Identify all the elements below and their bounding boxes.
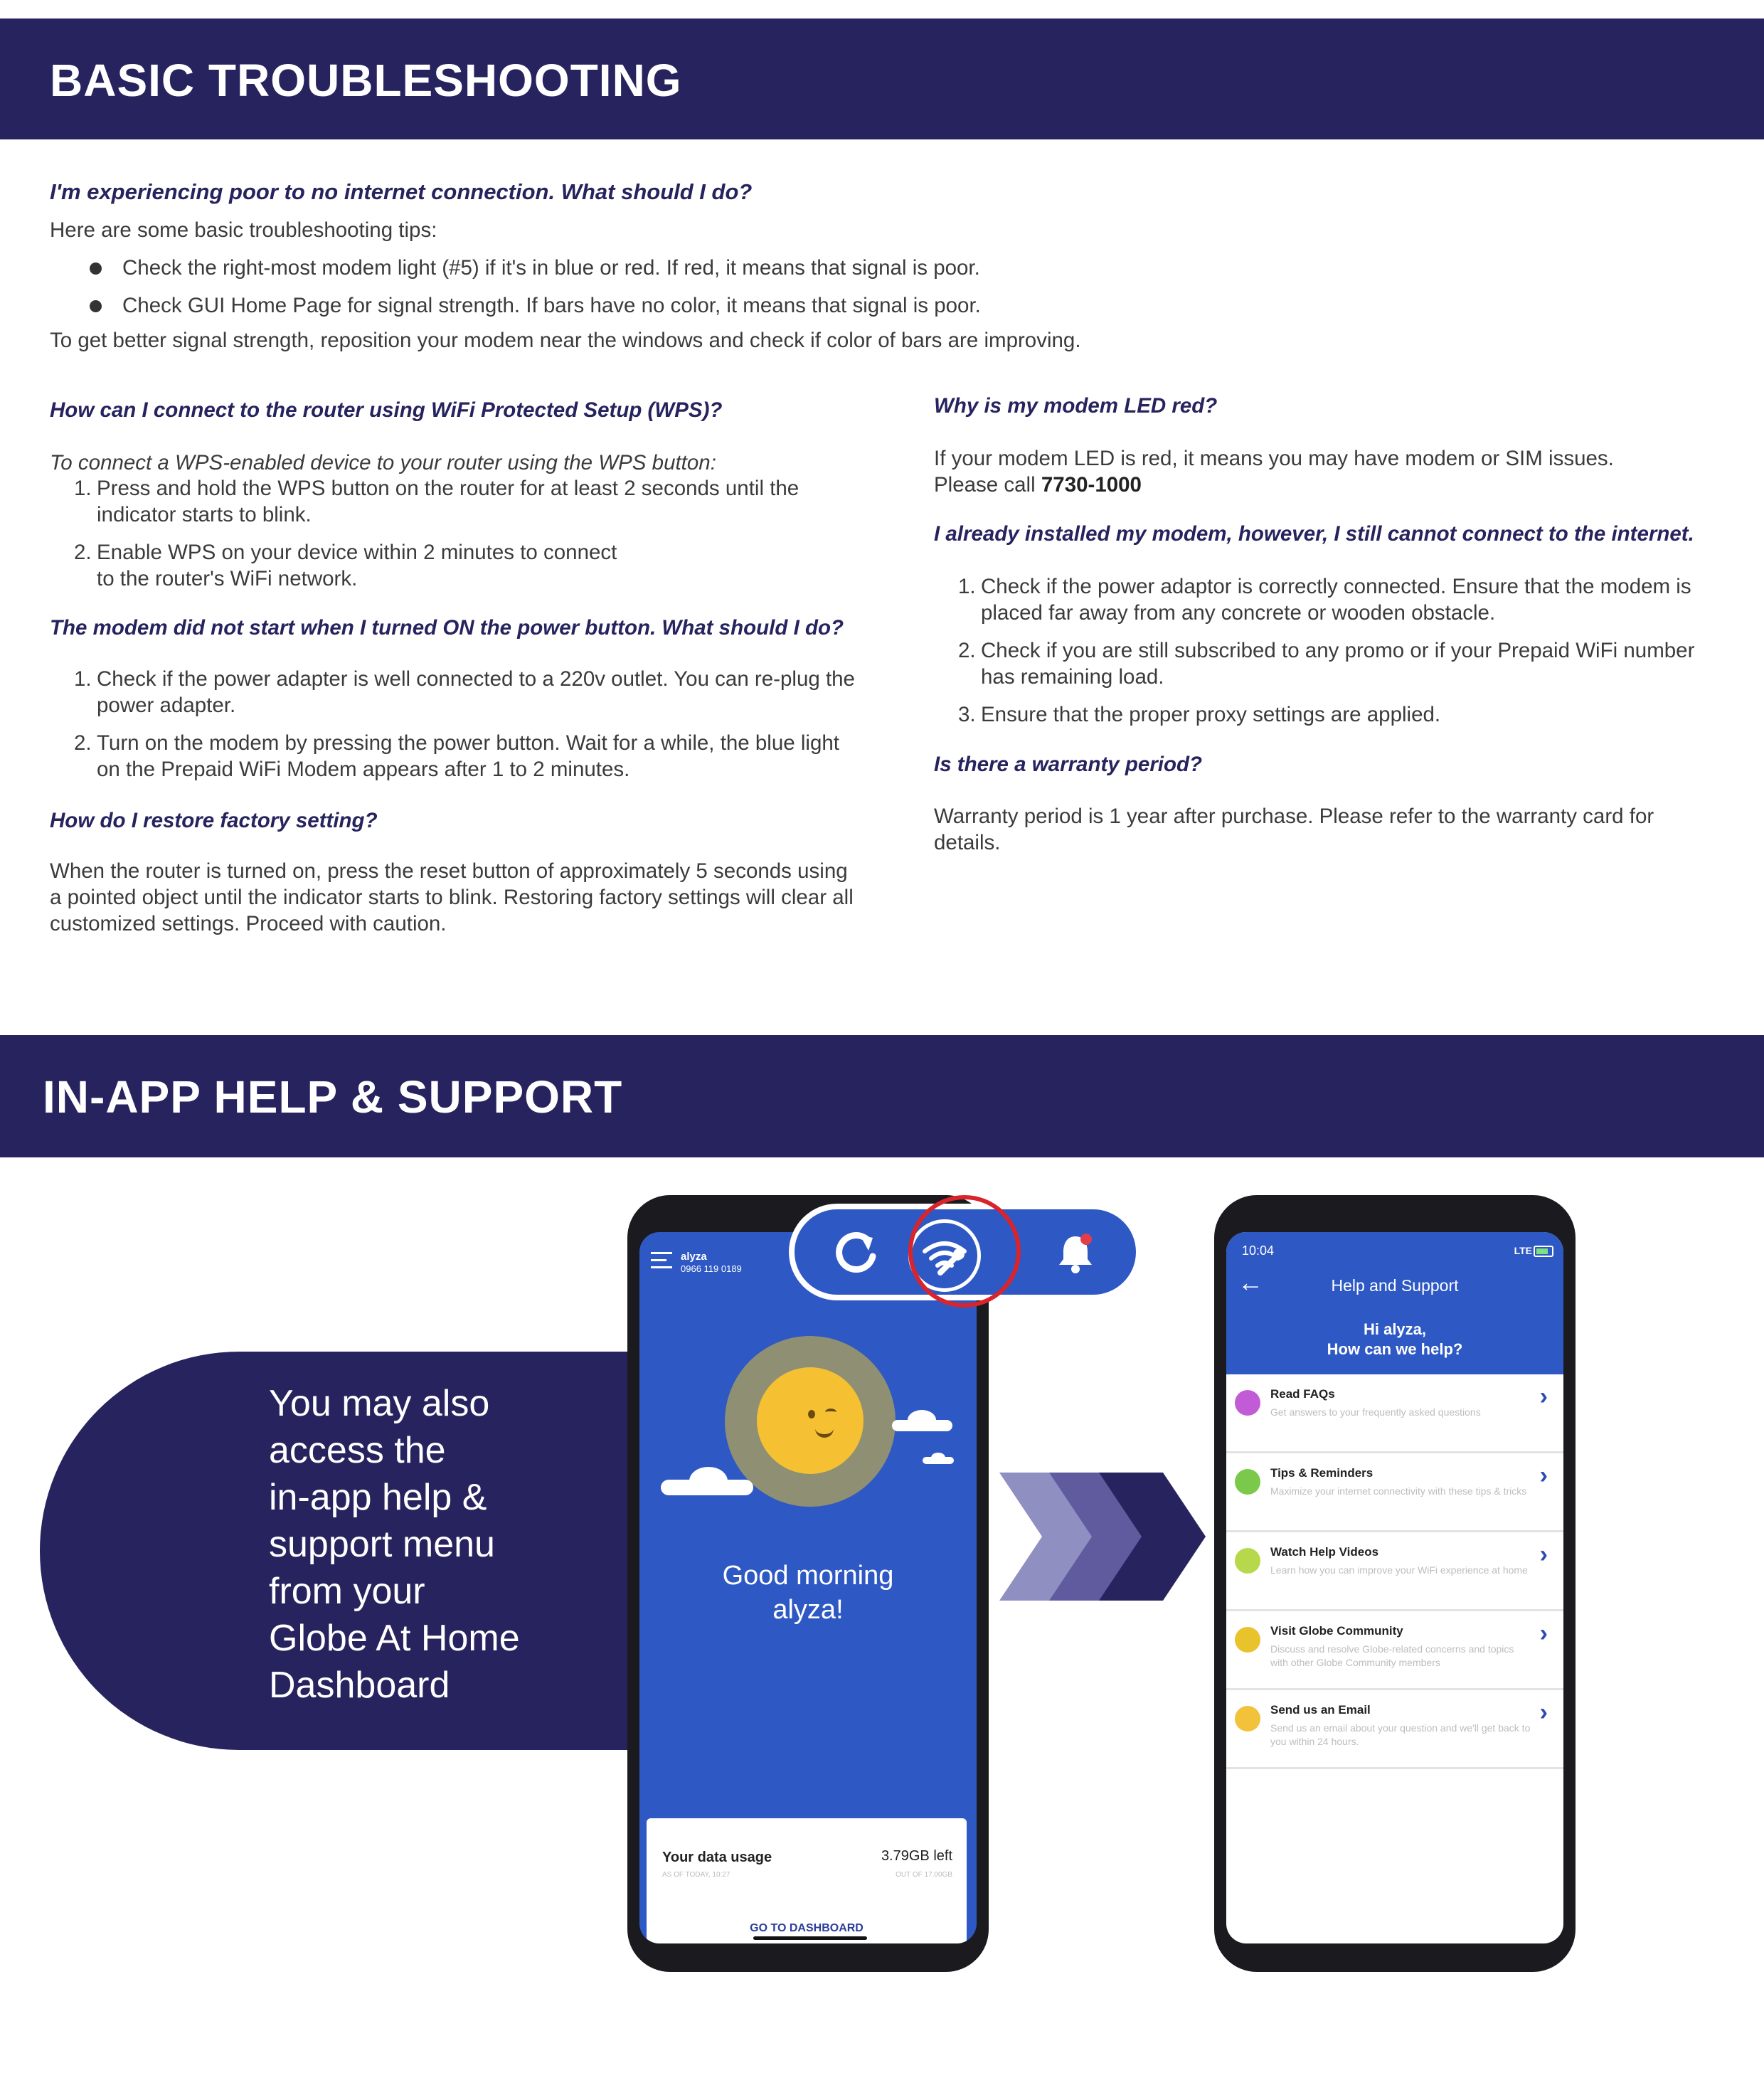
dashboard-screen [639,1232,977,1943]
troubleshooting-header [0,18,1764,139]
installed-step: 1. Check if the power adaptor is correctly connected. Ensure that the modem is placed far away from any concrete or wooden obstacle. [958,575,1691,625]
wps-steps [50,475,846,603]
battery-icon [1534,1246,1553,1257]
greeting-line2: alyza! [772,1595,844,1625]
help-item-community[interactable]: Visit Globe Community Discuss and resolve Globe-related concerns and topics with other Globe Community members › [1226,1611,1563,1690]
power-step: 1. Check if the power adapter is well connected to a 220v outlet. You can re-plug the power adapter. [74,667,855,717]
tips-outro: To get better signal strength, reposition your modem near the windows and check if color of bars are improving. [50,329,1081,352]
warranty-answer: Warranty period is 1 year after purchase. Please refer to the warranty card for details. [934,805,1654,854]
installed-step: 2. Check if you are still subscribed to any promo or if your Prepaid WiFi number has remaining load. [958,639,1695,689]
sun-face-icon [757,1367,864,1474]
go-to-dashboard-link[interactable]: GO TO DASHBOARD [750,1922,864,1934]
usage-asof: AS OF TODAY, 10:27 [662,1871,730,1879]
troubleshooting-title: BASIC TROUBLESHOOTING [50,55,682,106]
help-item-faqs[interactable]: Read FAQs Get answers to your frequently asked questions › [1226,1374,1563,1453]
support-hotline: 7730-1000 [1041,473,1142,497]
q-warranty: Is there a warranty period? [934,753,1203,776]
q-led: Why is my modem LED red? [934,394,1218,418]
home-indicator [753,1936,867,1940]
chevron-right-icon: › [1539,1541,1548,1568]
chevron-right-icon: › [1539,1383,1548,1410]
factory-answer: When the router is turned on, press the reset button of approximately 5 seconds using a pointed object until the indicator starts to blink. Restoring factory settings will clear all customized settings. Proceed with caution. [50,859,854,935]
status-time: 10:04 [1242,1243,1275,1258]
usage-left: 3.79GB left [881,1848,952,1864]
chevron-right-icon: › [1539,1620,1548,1647]
callout-text: You may also access the in-app help & support menu from your Globe At Home Dashboard [269,1383,520,1706]
tips-list [50,249,1188,324]
community-icon [1235,1627,1260,1653]
q-wps: How can I connect to the router using WiFi Protected Setup (WPS)? [50,398,723,422]
help-greeting-2: How can we help? [1327,1340,1463,1358]
q-installed: I already installed my modem, however, I still cannot connect to the internet. [934,522,1694,546]
installed-step: 3. Ensure that the proper proxy settings are applied. [958,703,1441,726]
support-header [0,1035,1764,1157]
envelope-icon [1235,1706,1260,1731]
refresh-icon[interactable] [831,1228,881,1278]
help-screen [1226,1232,1563,1943]
help-item-videos[interactable]: Watch Help Videos Learn how you can improve your WiFi experience at home › [1226,1532,1563,1611]
cloud-icon [661,1467,753,1495]
power-steps [50,666,861,794]
greeting-line1: Good morning [722,1561,894,1591]
lightbulb-icon [1235,1469,1260,1495]
back-arrow-icon[interactable]: ← [1238,1268,1263,1297]
tip-item: Check GUI Home Page for signal strength. If bars have no color, it means that signal is poor. [50,287,1188,324]
usage-total: OUT OF 17.00GB [896,1871,952,1879]
power-step: 2. Turn on the modem by pressing the power button. Wait for a while, the blue light on the Prepaid WiFi Modem appears after 1 to 2 minutes. [74,731,839,781]
help-title: Help and Support [1331,1276,1459,1295]
led-answer: If your modem LED is red, it means you may have modem or SIM issues. Please call 7730-1000 [934,447,1614,497]
wps-step: 2. Enable WPS on your device within 2 minutes to connect to the router's WiFi network. [74,541,617,590]
help-phone [1214,1195,1576,1972]
installed-steps [934,573,1716,739]
chevron-right-icon: › [1539,1462,1548,1489]
cloud-icon [923,1453,954,1464]
q-poor-connection: I'm experiencing poor to no internet connection. What should I do? [50,179,753,204]
q-power: The modem did not start when I turned ON the power button. What should I do? [50,616,844,640]
help-header [1226,1232,1563,1374]
wps-step: 1. Press and hold the WPS button on the router for at least 2 seconds until the indicator starts to blink. [74,477,799,526]
q-factory: How do I restore factory setting? [50,809,378,832]
menu-icon[interactable] [651,1252,672,1269]
help-greeting-1: Hi alyza, [1363,1320,1427,1338]
dash-number: 0966 119 0189 [681,1263,742,1274]
help-item-email[interactable]: Send us an Email Send us an email about your question and we'll get back to you within 24 hours. › [1226,1690,1563,1769]
support-title: IN-APP HELP & SUPPORT [43,1071,623,1123]
help-item-tips[interactable]: Tips & Reminders Maximize your internet connectivity with these tips & tricks › [1226,1453,1563,1532]
question-icon [1235,1390,1260,1416]
highlight-ring [908,1195,1021,1308]
cloud-icon [892,1410,952,1431]
wps-intro: To connect a WPS-enabled device to your router using the WPS button: [50,451,716,474]
data-usage-card[interactable] [647,1818,967,1943]
usage-label: Your data usage [662,1850,772,1865]
dashboard-phone [627,1195,989,1972]
forward-arrows-icon [999,1465,1213,1608]
status-network: LTE [1514,1245,1532,1256]
tip-item: Check the right-most modem light (#5) if it's in blue or red. If red, it means that signal is poor. [50,249,1188,287]
dash-username: alyza [681,1251,707,1263]
chevron-right-icon: › [1539,1699,1548,1726]
bell-icon[interactable] [1052,1229,1099,1276]
tips-intro: Here are some basic troubleshooting tips: [50,218,437,242]
video-icon [1235,1548,1260,1574]
